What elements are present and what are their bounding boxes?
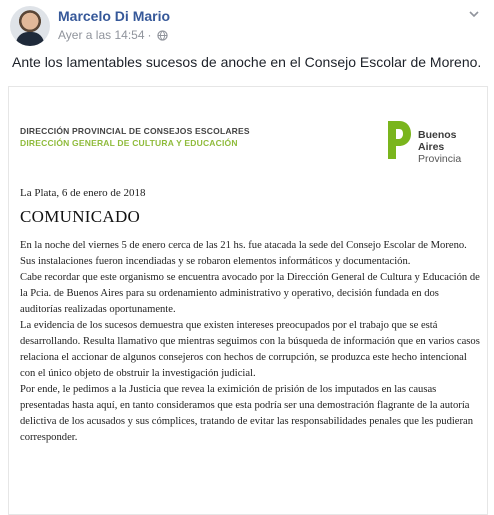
attached-document-image[interactable] bbox=[8, 86, 488, 515]
globe-icon[interactable] bbox=[157, 30, 168, 41]
post-time[interactable]: Ayer a las 14:54 bbox=[58, 28, 145, 42]
paragraph: Cabe recordar que este organismo se encuentra avocado por la Dirección General de Cultura y Educación de la Pcia. de Buenos Aires para su ordenamiento administrativo y operativo, decisión fundada en dos auditorías realizadas oportunamente. bbox=[20, 272, 480, 315]
post-meta bbox=[58, 28, 168, 42]
header-line-2: DIRECCIÓN GENERAL DE CULTURA Y EDUCACIÓN bbox=[20, 138, 238, 148]
paragraph: Por ende, le pedimos a la Justicia que revea la eximición de prisión de los imputados en las causas presentadas hasta aquí, en tanto consideramos que esta podría ser una demostración flagrante de la autoría delictiva de los acusados y sus cómplices, tratando de evitar las responsabilidades penales que les pudieran corresponder. bbox=[20, 384, 474, 443]
document-header bbox=[20, 125, 250, 149]
logo-line-2: Provincia bbox=[418, 153, 462, 165]
document-date: La Plata, 6 de enero de 2018 bbox=[20, 187, 146, 199]
paragraph: En la noche del viernes 5 de enero cerca de las 21 hs. fue atacada la sede del Consejo Escolar de Moreno. Sus instalaciones fueron incendiadas y se robaron elementos informáticos y documentación. bbox=[20, 240, 467, 267]
avatar-suit bbox=[16, 32, 44, 46]
paragraph: La evidencia de los sucesos demuestra que existen intereses preocupados por el trabajo que se está desarrollando. Resulta llamativo que mientras seguimos con la búsqueda de información que en varios casos relaciona el accionar de algunos consejeros con hechos de corrupción, se produzca este hecho intencional con el único objeto de obstruir la investigación judicial. bbox=[20, 320, 480, 379]
avatar[interactable] bbox=[10, 6, 50, 46]
logo-text bbox=[418, 129, 484, 165]
post-header bbox=[10, 6, 480, 48]
header-line-1: DIRECCIÓN PROVINCIAL DE CONSEJOS ESCOLARES bbox=[20, 126, 250, 136]
post-text: Ante los lamentables sucesos de anoche en el Consejo Escolar de Moreno. bbox=[12, 54, 482, 70]
meta-separator: · bbox=[147, 28, 152, 42]
chevron-down-icon[interactable] bbox=[468, 8, 480, 20]
provincia-logo-icon bbox=[384, 119, 412, 161]
provincia-logo bbox=[384, 115, 484, 163]
logo-line-1: Buenos Aires bbox=[418, 129, 457, 153]
author-name[interactable]: Marcelo Di Mario bbox=[58, 8, 171, 24]
document-body bbox=[20, 238, 480, 446]
document-title: COMUNICADO bbox=[20, 207, 141, 226]
